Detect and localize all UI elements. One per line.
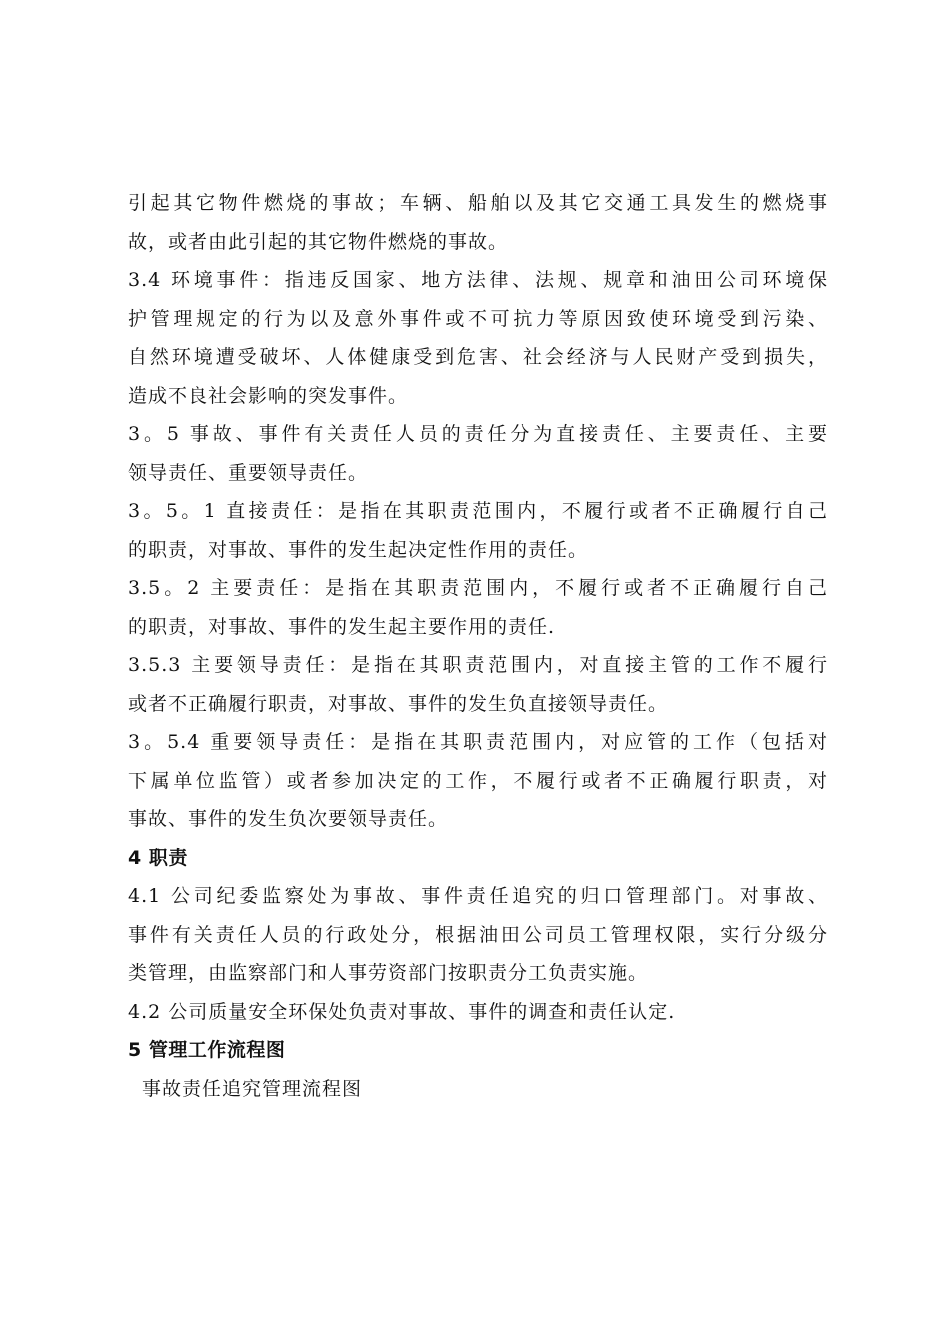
paragraph-fire-accident-cont: [128, 184, 828, 261]
text-line: 3.4 环境事件：指违反国家、地方法律、法规、规章和油田公司环境保: [128, 269, 828, 291]
section-heading-4-duties: 4 职责: [128, 846, 188, 869]
paragraph-3-4-environmental-event: [128, 261, 828, 415]
text-line: 或者不正确履行职责，对事故、事件的发生负直接领导责任。: [128, 692, 669, 715]
text-line: 3。5.4 重要领导责任：是指在其职责范围内，对应管的工作（包括对: [128, 731, 828, 753]
paragraph-3-5-responsibility-types: [128, 415, 828, 492]
text-line: 4.1 公司纪委监察处为事故、事件责任追究的归口管理部门。对事故、: [128, 885, 828, 907]
text-line: 事件有关责任人员的行政处分，根据油田公司员工管理权限，实行分级分: [128, 923, 828, 946]
text-line: 领导责任、重要领导责任。: [128, 461, 369, 484]
text-line: 类管理，由监察部门和人事劳资部门按职责分工负责实施。: [128, 962, 649, 984]
text-line: 自然环境遭受破坏、人体健康受到危害、社会经济与人民财产受到损失，: [128, 346, 828, 368]
text-line: 事故、事件的发生负次要领导责任。: [128, 808, 449, 830]
paragraph-3-5-2-main-responsibility: [128, 569, 828, 646]
document-body: [128, 184, 828, 1108]
flowchart-caption: 事故责任追究管理流程图: [142, 1077, 363, 1100]
text-line: 4.2 公司质量安全环保处负责对事故、事件的调查和责任认定.: [128, 1000, 676, 1023]
text-line: 3.5。2 主要责任：是指在其职责范围内，不履行或者不正确履行自己: [128, 577, 828, 599]
text-line: 3。5 事故、事件有关责任人员的责任分为直接责任、主要责任、主要: [128, 423, 828, 445]
text-line: 3.5.3 主要领导责任：是指在其职责范围内，对直接主管的工作不履行: [128, 654, 828, 676]
text-line: 的职责，对事故、事件的发生起主要作用的责任.: [128, 615, 556, 638]
text-line: 引起其它物件燃烧的事故；车辆、船舶以及其它交通工具发生的燃烧事: [128, 192, 828, 214]
text-line: 造成不良社会影响的突发事件。: [128, 384, 409, 407]
text-line: 护管理规定的行为以及意外事件或不可抗力等原因致使环境受到污染、: [128, 307, 828, 330]
text-line: 3。5。1 直接责任：是指在其职责范围内，不履行或者不正确履行自己: [128, 500, 828, 522]
text-line: 故，或者由此引起的其它物件燃烧的事故。: [128, 230, 509, 253]
text-line: 下属单位监管）或者参加决定的工作，不履行或者不正确履行职责，对: [128, 769, 828, 792]
paragraph-3-5-3-main-leadership-responsibility: [128, 646, 828, 723]
paragraph-4-1-supervision-dept: [128, 877, 828, 993]
text-line: 的职责，对事故、事件的发生起决定性作用的责任。: [128, 538, 589, 561]
section-heading-5-flowchart: 5 管理工作流程图: [128, 1039, 286, 1061]
paragraph-3-5-1-direct-responsibility: [128, 492, 828, 569]
paragraph-4-2-qhse-dept: [128, 993, 828, 1032]
paragraph-3-5-4-important-leadership-responsibility: [128, 723, 828, 839]
